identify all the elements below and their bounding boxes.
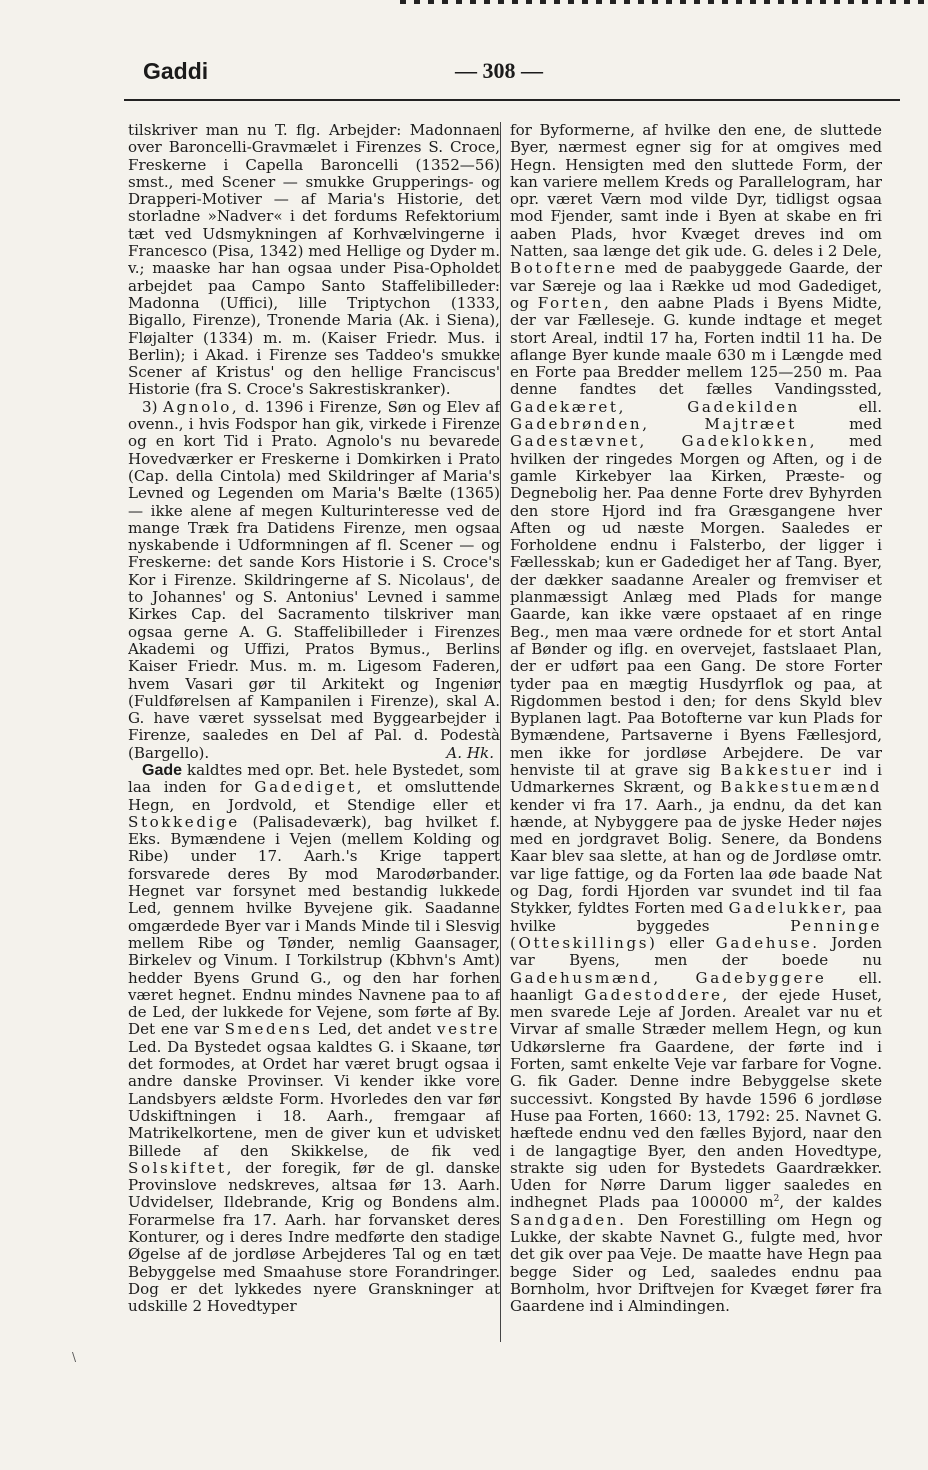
right-text-2: med de paabyggede Gaarde, der var Særeje og laa i Række ud mod Gadediget, og [510,259,882,312]
entry-headword-gade: Gade [142,761,183,779]
agnolo-text: d. 1396 i Firenze, Søn og Elev af ovenn., i hvis Fodspor han gik, virkede i Firenze og en kort Tid i Prato. Agnolo's nu bevarede Hovedværker er Freskerne i Domkirken i Prato (Cap. della Cintola) med Skildringer af Maria's Levned og Legenden om Maria's Bælte (1365) — ikke alene af megen Kulturinteresse ved de mange Træk fra Datidens Firenze, men ogsaa nyskabende i Udformningen af fl. Scener — og Freskerne: det sande Kors Historie i S. Croce's Kor i Firenze. Skildringerne af S. Nicolaus', de to Johannes' og S. Antonius' Levned i samme Kirkes Cap. del Sacramento tilskriver man ogsaa gerne A. G. Staffelibilleder i Firenzes Akademi og Uffizi, Pratos Bymus., Berlins Kaiser Friedr. Mus. m. m. Ligesom Faderen, hvem Vasari gør til Arkitekt og Ingeniør (Fuldførelsen af Kampanilen i Firenze), skal A. G. have været sysselsat med Byggearbejder i Firenze, saaledes en Del af Pal. d. Podestà (Bargello). [128,397,500,762]
term-gadebronden: Gadebrønden, Majtræet [510,415,797,434]
page-number: — 308 — [455,58,543,83]
term-botofterne: Botofterne [510,259,618,278]
term-bakkestuer: Bakkestuer [720,760,834,779]
term-bakkestuemaend: Bakkestuemænd [720,778,882,797]
right-text-1: for Byformerne, af hvilke den ene, de sluttede Byer, nærmest egner sig for at omgives med Hegn. Hensigten med den sluttede Form, der kan variere mellem Kreds og Parallelogram, har opr. været Værn mod vilde Dyr, tidligst ogsaa mod Fjender, samt inde i Byen at skabe en fri aaben Plads, hvor Kvæget dreves ind om Natten, saa længe det gik ude. G. deles i 2 Dele, [510,122,882,261]
paragraph-agnolo [128,399,500,762]
term-sandgaden: Sandgaden. [510,1210,627,1229]
term-stokkedige: Stokkedige [128,812,240,831]
term-smedens: Smedens [224,1020,313,1039]
agnolo-name: Agnolo, [163,397,240,416]
left-column [128,122,500,1352]
paragraph-gade [128,762,500,1316]
running-head-entry: Gaddi [143,58,209,84]
right-text-10: eller [657,933,716,952]
term-gadestaevnet: Gadestævnet, Gadeklokken, [510,432,818,451]
scan-top-edge [400,0,928,4]
column-divider [500,122,501,1342]
author-signature: A. Hk. [446,743,494,762]
right-text-14: , der kaldes [779,1193,882,1212]
right-column [510,122,882,1352]
term-gadekaeret: Gadekæret, Gadekilden [510,397,800,416]
right-text-11: Jorden var Byens, men der boede nu [510,933,882,970]
right-text-4: ell. [799,397,882,416]
right-text-3: den aabne Plads i Byens Midte, der var Fælleseje. G. kunde indtage et meget stort Areal, indtil 17 ha, Forten indtil 11 ha. De aflange Byer kunde maale 630 m i Længde med en Forte paa Bredder mellem 125—250 m. Paa denne fandtes det fælles Vandingssted, [510,293,882,399]
gade-text-5: Led. Da Bystedet ogsaa kaldtes G. i Skaane, tør det formodes, at Ordet har været brugt ogsaa i andre danske Provinser. Vi kender ikke vore Landsbyers ældste Form. Hvorledes den var før Udskiftningen i 18. Aarh., fremgaar af Matrikelkortene, men de giver kun et udvisket Billede af den Skikkelse, de fik ved [128,1037,500,1160]
term-vestre: vestre [436,1020,500,1039]
gade-text-4: Led, det andet [312,1020,437,1039]
term-gadediget: Gadediget, [254,778,365,797]
paragraph-byformer [510,122,882,1315]
term-gadelukker: Gadelukker, [728,899,850,918]
right-text-6: med hvilken der ringedes Morgen og Aften, og i de gamle Kirkebyer laa Kirken, Præste- og Degnebolig her. Paa denne Forte drev Byhyrden den store Hjord ind fra Græsgangene hver Aften og ud næste Morgen. Saaledes er Forholdene endnu i Falsterbo, der ligger i Fællesskab; kun er Gadediget her af Tang. Byer, der dækker saadanne Arealer og fremviser et planmæssigt Anlæg med Plads for mange Gaarde, kan ikke være opstaaet af en ringe Beg., men maa være ordnede for et stort Antal af Bønder og iflg. en overvejet, fastslaaet Plan, der er udført paa een Gang. De store Forter tyder paa en mægtig Husdyrflok og paa, at Rigdommen bestod i den; for dens Skyld blev Byplanen lagt. Paa Botofterne var kun Plads for Bymændene, Partsaverne i Byens Fællesjord, men ikke for jordløse Arbejdere. De var henviste til at grave sig [510,432,882,779]
gade-text-6: der foregik, før de gl. danske Provinslove nedskreves, altsaa før 13. Aarh. Udvidelser, Ildebrande, Krig og Bondens alm. Forarmelse fra 17. Aarh. har forvansket deres Konturer, og i deres Indre medførte den stadige Øgelse af de jordløse Arbejderes Tal og en tæt Bebyggelse med Smaahuse store Forandringer. Dog er det lykkedes nyere Granskninger at udskille 2 Hovedtyper [128,1158,500,1316]
right-text-5: med [796,415,882,434]
term-forten: Forten, [537,293,612,312]
term-gadehusmaend: Gadehusmænd, Gadebyggere [510,968,827,987]
gade-text-2: et omsluttende Hegn, en Jordvold, et Stendige eller et [128,778,500,814]
margin-mark: \ [72,1350,77,1364]
right-text-15: Den Forestilling om Hegn og Lukke, der skabte Navnet G., fulgte med, hvor det gik over paa Veje. De maatte have Hegn paa begge Sider og Led, saaledes endnu paa Bornholm, hvor Driftvejen for Kvæget fører fra Gaardene ind i Almindingen. [510,1210,882,1316]
gade-text-3: (Palisadeværk), bag hvilket f. Eks. Bymændene i Vejen (mellem Kolding og Ribe) under 17. Aarh.'s Krige tappert forsvarede deres By mod Marodørbander. Hegnet var forsynet med bestandig lukkede Led, gennem hvilke Byvejene gik. Saadanne omgærdede Byer var i Mands Minde til i Slesvig mellem Ribe og Tønder, nemlig Gaansager, Birkelev og Vinum. I Torkilstrup (Kbhvn's Amt) hedder Byens Grund G., og den har forhen været hegnet. Endnu mindes Navnene paa to af de Led, der lukkede for Vejene, som førte af By. Det ene var [128,812,500,1039]
superscript-2: 2 [773,1194,780,1205]
page-header [0,58,928,98]
right-text-12: ell. haanligt [510,968,882,1004]
term-penninge: Penninge (Otteskillings) [510,916,882,952]
gade-text-1: kaldtes med opr. Bet. hele Bystedet, som laa inden for [128,760,500,797]
right-text-13: der ejede Huset, men svarede Leje af Jorden. Arealet var nu et Virvar af smalle Stræder mellem Hegn, og kun Udkørslerne fra Gaardene, der førte ind i Forten, samt enkelte Veje var farbare for Vogne. G. fik Gader. Denne indre Bebyggelse skete successivt. Kongsted By havde 1596 6 jordløse Huse paa Forten, 1660: 13, 1792: 25. Navnet G. hæftede endnu ved den fælles Byjord, naar den i de langagtige Byer, den anden Hovedtype, strakte sig uden for Bystedets Gaardrækker. Uden for Nørre Darum ligger saaledes en indhegnet Plads paa 100000 m [510,985,882,1212]
paragraph-taddeo-works: tilskriver man nu T. flg. Arbejder: Madonnaen over Baroncelli-Gravmælet i Firenzes S. Croce, Freskerne i Capella Baroncelli (1352—56) smst., med Scener — smukke Grupperings- og Drapperi-Motiver — af Maria's Historie, det storladne »Nadver« i det fordums Refektorium tæt ved Udsmykningen af Korhvælvingerne i Francesco (Pisa, 1342) med Hellige og Dyder m. v.; maaske har han ogsaa under Pisa-Opholdet arbejdet paa Campo Santo Staffelibilleder: Madonna (Uffici), lille Triptychon (1333, Bigallo, Firenze), Tronende Maria (Ak. i Siena), Fløjalter (1334) m. m. (Kaiser Friedr. Mus. i Berlin); i Akad. i Firenze ses Taddeo's smukke Scener af Kristus' og den hellige Franciscus' Historie (fra S. Croce's Sakrestiskranker). [128,122,500,399]
term-gadehuse: Gadehuse. [715,933,820,952]
term-gadestoddere: Gadestoddere, [584,985,730,1004]
header-rule [124,99,900,101]
agnolo-number: 3) [142,397,158,416]
right-text-9: paa hvilke byggedes [510,899,882,935]
right-text-8: kender vi fra 17. Aarh., ja endnu, da det kan hænde, at Nybyggere paa de jyske Heder nøjes med en jordgravet Bolig. Senere, da Bondens Kaar blev saa slette, at han og de Jordløse omtr. var lige fattige, og da Forten laa øde baade Nat og Dag, fordi Hjorden var svundet ind til faa Stykker, fyldtes Forten med [510,795,882,918]
term-solskiftet: Solskiftet, [128,1158,235,1177]
right-text-7: ind i Udmarkernes Skrænt, og [510,760,882,797]
